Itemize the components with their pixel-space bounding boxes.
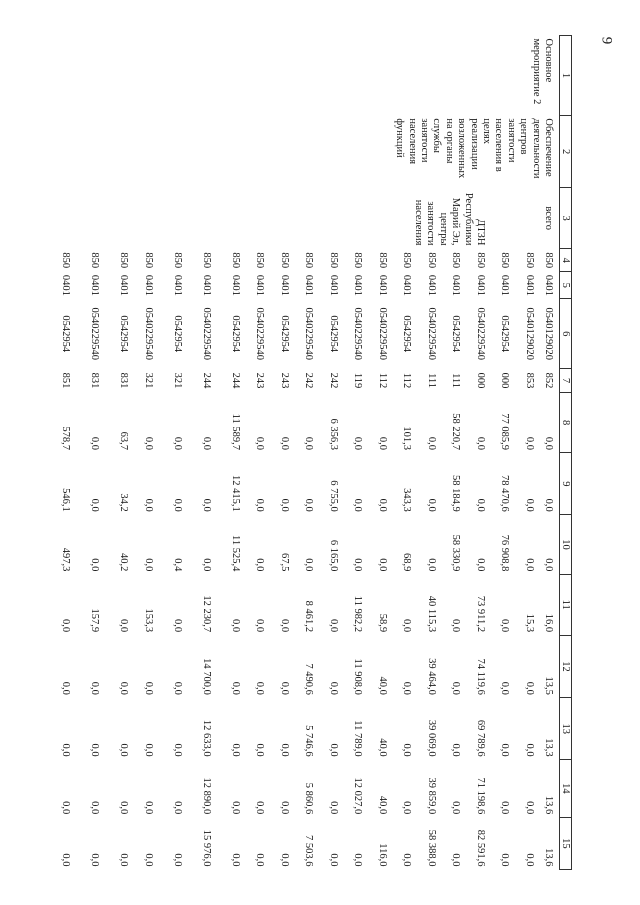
- cell-c6: 0540229540: [352, 307, 364, 360]
- cell-c9: 0,0: [524, 498, 535, 512]
- cell-c15: 116,0: [377, 843, 388, 867]
- column-header-12: 12: [560, 635, 572, 698]
- cell-c7: 000: [499, 372, 511, 389]
- cell-c4: 850: [401, 252, 413, 269]
- cell-c10: 67,5: [279, 553, 290, 572]
- cell-c14: 0,0: [143, 801, 154, 815]
- cell-c13: 11 789,0: [352, 720, 364, 757]
- cell-c15: 0,0: [279, 853, 290, 867]
- cell-c13: 0,0: [524, 743, 535, 757]
- table-body: [43, 36, 560, 870]
- cell-c4: 850: [543, 252, 554, 269]
- cell-c15: 82 591,6: [475, 829, 486, 867]
- cell-c15: 13,6: [543, 848, 554, 867]
- cell-c12: 0,0: [401, 681, 413, 695]
- cell-c9: 78 470,6: [499, 474, 511, 512]
- cell-c7: 119: [352, 372, 364, 389]
- cell-c8: 0,0: [426, 436, 437, 450]
- cell-c7: 242: [303, 372, 315, 389]
- cell-c4: 850: [254, 252, 266, 269]
- cell-c4: 850: [377, 252, 388, 269]
- cell-c9: 0,0: [352, 498, 364, 512]
- cell-c8: 0,0: [475, 436, 486, 450]
- cell-c8: 578,7: [60, 426, 72, 450]
- cell-c7: 831: [89, 372, 101, 389]
- cell-c9: 0,0: [475, 498, 486, 512]
- cell-c7: 831: [118, 372, 130, 389]
- cell-c6: 0542954: [230, 315, 241, 353]
- cell-c4: 850: [303, 252, 315, 269]
- table-header-row: [560, 36, 572, 870]
- column-header-4: 4: [560, 249, 572, 272]
- cell-c4: 850: [279, 252, 290, 269]
- cell-c14: 0,0: [118, 801, 130, 815]
- budget-table: [43, 35, 573, 870]
- cell-c15: 0,0: [450, 853, 462, 867]
- cell-c15: 0,0: [499, 853, 511, 867]
- cell-c12: 0,0: [499, 681, 511, 695]
- cell-c15: 7 503,6: [303, 835, 315, 867]
- cell-c7: 851: [60, 372, 72, 389]
- cell-c11: 0,0: [401, 618, 413, 633]
- cell-c5: 0401: [254, 274, 266, 296]
- cell-c11: 0,0: [172, 618, 183, 633]
- cell-c6: 0542954: [279, 315, 290, 353]
- cell-c14: 0,0: [499, 801, 511, 815]
- cell-c14: 0,0: [450, 801, 462, 815]
- cell-c12: 7 490,6: [303, 663, 315, 695]
- cell-c4: 850: [328, 252, 339, 269]
- cell-c15: 0,0: [401, 853, 413, 867]
- cell-c10: 0,0: [89, 558, 101, 572]
- cell-c9: 0,0: [279, 498, 290, 512]
- cell-c8: 0,0: [377, 436, 388, 450]
- cell-c6: 0540229540: [426, 307, 437, 360]
- cell-c15: 0,0: [60, 853, 72, 867]
- cell-c5: 0401: [172, 274, 183, 296]
- column-header-9: 9: [560, 453, 572, 515]
- cell-c8: 0,0: [89, 436, 101, 450]
- cell-c9: 0,0: [543, 498, 554, 512]
- cell-c13: 0,0: [279, 743, 290, 757]
- cell-c5: 0401: [303, 274, 315, 296]
- cell-c10: 0,0: [426, 558, 437, 572]
- cell-c6: 0540129020: [543, 307, 554, 360]
- cell-c15: 0,0: [89, 853, 101, 867]
- cell-c8: 0,0: [172, 436, 183, 450]
- cell-c15: 0,0: [230, 853, 241, 867]
- cell-c11: 12 230,7: [201, 595, 212, 633]
- cell-c5: 0401: [499, 274, 511, 296]
- cell-c11: 157,9: [89, 608, 101, 633]
- cell-c13: 69 789,6: [475, 719, 486, 757]
- cell-c5: 0401: [450, 274, 462, 296]
- cell-c15: 0,0: [118, 853, 130, 867]
- column-header-11: 11: [560, 574, 572, 635]
- cell-c11: 0,0: [230, 618, 241, 633]
- cell-c11: 8 461,2: [303, 600, 315, 633]
- cell-c5: 0401: [524, 274, 535, 296]
- cell-c11: 0,0: [279, 618, 290, 633]
- cell-c15: 0,0: [143, 853, 154, 867]
- cell-c7: 244: [230, 372, 241, 389]
- cell-c9: 0,0: [426, 498, 437, 512]
- cell-c10: 0,4: [172, 558, 183, 572]
- cell-c6: 0540229540: [201, 307, 212, 360]
- cell-c13: 40,0: [377, 738, 388, 757]
- cell-c8: 6 356,3: [328, 418, 339, 450]
- cell-c10: 0,0: [201, 558, 212, 572]
- cell-c8: 11 589,7: [230, 413, 241, 450]
- cell-c4: 850: [201, 252, 212, 269]
- cell-c9: 6 755,0: [328, 480, 339, 512]
- cell-c13: 0,0: [254, 743, 266, 757]
- cell-c11: 0,0: [450, 618, 462, 633]
- cell-c12: 0,0: [60, 681, 72, 695]
- cell-c10: 0,0: [254, 558, 266, 572]
- cell-c14: 0,0: [254, 801, 266, 815]
- cell-c14: 40,0: [377, 795, 388, 815]
- cell-c14: 0,0: [60, 801, 72, 815]
- cell-c14: 71 198,6: [475, 777, 486, 815]
- cell-c12: 0,0: [89, 681, 101, 695]
- cell-c14: 0,0: [279, 801, 290, 815]
- cell-c7: 321: [143, 372, 154, 389]
- cell-c6: 0542954: [401, 315, 413, 353]
- cell-c5: 0401: [118, 274, 130, 296]
- cell-c11: 15,3: [524, 613, 535, 633]
- cell-c7: 852: [543, 372, 554, 389]
- cell-c12: 40,0: [377, 676, 388, 695]
- cell-c4: 850: [60, 252, 72, 269]
- column-header-5: 5: [560, 272, 572, 299]
- cell-c12: 11 908,0: [352, 658, 364, 695]
- activity-description: Обеспечение деятельности центров занятости населения в целях реализации возложенных на органы службы занятости населения функций: [394, 118, 554, 179]
- cell-c14: 0,0: [89, 801, 101, 815]
- cell-c8: 0,0: [279, 436, 290, 450]
- cell-c14: 13,6: [543, 795, 554, 815]
- activity-label: Основное мероприятие 2: [530, 38, 554, 105]
- cell-c7: 242: [328, 372, 339, 389]
- cell-c10: 0,0: [352, 558, 364, 572]
- cell-c10: 0,0: [303, 558, 315, 572]
- cell-c11: 58,9: [377, 613, 388, 633]
- cell-c10: 40,2: [118, 553, 130, 572]
- cell-c15: 0,0: [352, 853, 364, 867]
- cell-c7: 853: [524, 372, 535, 389]
- cell-c14: 12 027,0: [352, 777, 364, 815]
- cell-c13: 13,3: [543, 738, 554, 757]
- column-header-1: 1: [560, 36, 572, 116]
- cell-c9: 546,1: [60, 488, 72, 512]
- cell-c7: 243: [254, 372, 266, 389]
- cell-c9: 12 415,1: [230, 474, 241, 512]
- cell-c14: 0,0: [328, 801, 339, 815]
- cell-c5: 0401: [377, 274, 388, 296]
- cell-c6: 0540229540: [377, 307, 388, 360]
- cell-c8: 101,3: [401, 426, 413, 450]
- cell-c7: 111: [450, 373, 462, 389]
- cell-c5: 0401: [143, 274, 154, 296]
- cell-c9: 0,0: [254, 498, 266, 512]
- cell-c6: 0540229540: [143, 307, 154, 360]
- cell-c9: 0,0: [303, 498, 315, 512]
- cell-c8: 0,0: [143, 436, 154, 450]
- cell-c8: 0,0: [543, 436, 554, 450]
- cell-c13: 12 633,0: [201, 719, 212, 757]
- cell-c6: 0540229540: [303, 307, 315, 360]
- cell-c13: 5 746,6: [303, 725, 315, 757]
- cell-c8: 0,0: [303, 436, 315, 450]
- cell-c6: 0540229540: [254, 307, 266, 360]
- cell-c12: 0,0: [279, 681, 290, 695]
- cell-c9: 0,0: [143, 498, 154, 512]
- cell-c13: 0,0: [401, 743, 413, 757]
- cell-c15: 0,0: [254, 853, 266, 867]
- cell-c14: 0,0: [172, 801, 183, 815]
- cell-c6: 0542954: [328, 315, 339, 353]
- cell-c5: 0401: [89, 274, 101, 296]
- cell-c13: 0,0: [89, 743, 101, 757]
- page-number: 9: [598, 36, 615, 45]
- column-header-7: 7: [560, 369, 572, 392]
- cell-c11: 40 115,3: [426, 595, 437, 633]
- cell-c5: 0401: [475, 274, 486, 296]
- column-header-10: 10: [560, 515, 572, 575]
- cell-c12: 13,5: [543, 676, 554, 695]
- cell-c7: 111: [426, 373, 437, 389]
- cell-c4: 850: [172, 252, 183, 269]
- cell-c5: 0401: [401, 274, 413, 296]
- cell-c4: 850: [143, 252, 154, 269]
- cell-c6: 0542954: [118, 315, 130, 353]
- cell-c15: 58 388,0: [426, 829, 437, 867]
- rotated-table-view: [60, 35, 572, 870]
- column-header-3: 3: [560, 188, 572, 249]
- cell-c13: 0,0: [60, 743, 72, 757]
- responsible-executor-label: ДТЗН Республики Марий Эл, центры занятости населения: [412, 192, 486, 246]
- table-row: [535, 36, 560, 870]
- cell-c10: 58 330,9: [450, 534, 462, 572]
- cell-c9: 0,0: [377, 498, 388, 512]
- cell-c9: 0,0: [201, 498, 212, 512]
- cell-c10: 0,0: [143, 558, 154, 572]
- cell-c9: 34,2: [118, 493, 130, 512]
- cell-c15: 0,0: [328, 853, 339, 867]
- cell-c12: 0,0: [254, 681, 266, 695]
- cell-c6: 0542954: [499, 315, 511, 353]
- cell-c9: 58 184,9: [450, 474, 462, 512]
- cell-c11: 0,0: [499, 618, 511, 633]
- cell-c5: 0401: [543, 274, 554, 296]
- column-header-6: 6: [560, 299, 572, 369]
- cell-c9: 343,3: [401, 488, 413, 512]
- cell-c13: 39 069,0: [426, 719, 437, 757]
- cell-c7: 244: [201, 372, 212, 389]
- cell-c12: 0,0: [230, 681, 241, 695]
- cell-c15: 0,0: [524, 853, 535, 867]
- cell-c5: 0401: [201, 274, 212, 296]
- cell-c12: 39 464,0: [426, 658, 437, 695]
- cell-c12: 14 700,0: [201, 658, 212, 695]
- column-header-8: 8: [560, 392, 572, 453]
- cell-c9: 0,0: [172, 498, 183, 512]
- cell-c11: 0,0: [254, 618, 266, 633]
- cell-c4: 850: [230, 252, 241, 269]
- cell-c6: 0542954: [60, 315, 72, 353]
- cell-c12: 0,0: [118, 681, 130, 695]
- cell-c4: 850: [475, 252, 486, 269]
- cell-c8: 0,0: [201, 436, 212, 450]
- cell-c5: 0401: [426, 274, 437, 296]
- cell-c8: 0,0: [524, 436, 535, 450]
- cell-c4: 850: [352, 252, 364, 269]
- cell-c14: 39 859,0: [426, 777, 437, 815]
- column-header-15: 15: [560, 817, 572, 869]
- cell-c7: 243: [279, 372, 290, 389]
- cell-c10: 68,9: [401, 553, 413, 572]
- cell-c13: 0,0: [450, 743, 462, 757]
- cell-c7: 112: [377, 372, 388, 389]
- cell-c4: 850: [426, 252, 437, 269]
- cell-c6: 0542954: [450, 315, 462, 353]
- cell-c12: 0,0: [450, 681, 462, 695]
- cell-c4: 850: [89, 252, 101, 269]
- responsible-total-label: всего: [543, 206, 554, 230]
- cell-c8: 0,0: [254, 436, 266, 450]
- cell-c12: 0,0: [328, 681, 339, 695]
- cell-c11: 0,0: [118, 618, 130, 633]
- cell-c14: 0,0: [230, 801, 241, 815]
- cell-c11: 16,0: [543, 613, 554, 633]
- cell-c4: 850: [499, 252, 511, 269]
- cell-c11: 153,3: [143, 608, 154, 633]
- cell-c13: 0,0: [499, 743, 511, 757]
- cell-c6: 0540229540: [89, 307, 101, 360]
- cell-c4: 850: [118, 252, 130, 269]
- cell-c7: 112: [401, 372, 413, 389]
- cell-c12: 0,0: [524, 681, 535, 695]
- cell-c8: 58 220,7: [450, 413, 462, 450]
- cell-c10: 0,0: [475, 558, 486, 572]
- cell-c12: 0,0: [172, 681, 183, 695]
- cell-c15: 15 976,0: [201, 829, 212, 867]
- cell-c11: 11 982,2: [352, 595, 364, 633]
- cell-c4: 850: [524, 252, 535, 269]
- cell-c5: 0401: [60, 274, 72, 296]
- cell-c10: 76 908,8: [499, 534, 511, 572]
- cell-c8: 0,0: [352, 436, 364, 450]
- cell-c10: 0,0: [543, 558, 554, 572]
- cell-c8: 77 085,9: [499, 413, 511, 450]
- cell-c13: 0,0: [143, 743, 154, 757]
- cell-c12: 74 119,6: [475, 658, 486, 695]
- cell-c7: 000: [475, 372, 486, 389]
- cell-c11: 0,0: [328, 618, 339, 633]
- cell-c9: 0,0: [89, 498, 101, 512]
- cell-c10: 11 525,4: [230, 535, 241, 572]
- cell-c10: 0,0: [524, 558, 535, 572]
- cell-c13: 0,0: [172, 743, 183, 757]
- cell-c8: 63,7: [118, 431, 130, 450]
- cell-c15: 0,0: [172, 853, 183, 867]
- cell-c14: 12 890,0: [201, 777, 212, 815]
- cell-c10: 0,0: [377, 558, 388, 572]
- cell-c10: 497,3: [60, 547, 72, 572]
- column-header-14: 14: [560, 760, 572, 818]
- cell-c13: 0,0: [118, 743, 130, 757]
- cell-c5: 0401: [279, 274, 290, 296]
- cell-c13: 0,0: [328, 743, 339, 757]
- cell-c5: 0401: [352, 274, 364, 296]
- cell-c14: 0,0: [401, 801, 413, 815]
- cell-c11: 73 911,2: [475, 595, 486, 633]
- cell-c5: 0401: [230, 274, 241, 296]
- cell-c12: 0,0: [143, 681, 154, 695]
- cell-c14: 5 860,6: [303, 782, 315, 815]
- cell-c14: 0,0: [524, 801, 535, 815]
- cell-c10: 6 165,0: [328, 539, 339, 572]
- cell-c11: 0,0: [60, 618, 72, 633]
- column-header-13: 13: [560, 698, 572, 760]
- cell-c4: 850: [450, 252, 462, 269]
- cell-c6: 0542954: [172, 315, 183, 353]
- cell-c7: 321: [172, 372, 183, 389]
- cell-c6: 0540129020: [524, 307, 535, 360]
- column-header-2: 2: [560, 115, 572, 187]
- cell-c5: 0401: [328, 274, 339, 296]
- cell-c6: 0540229540: [475, 307, 486, 360]
- cell-c13: 0,0: [230, 743, 241, 757]
